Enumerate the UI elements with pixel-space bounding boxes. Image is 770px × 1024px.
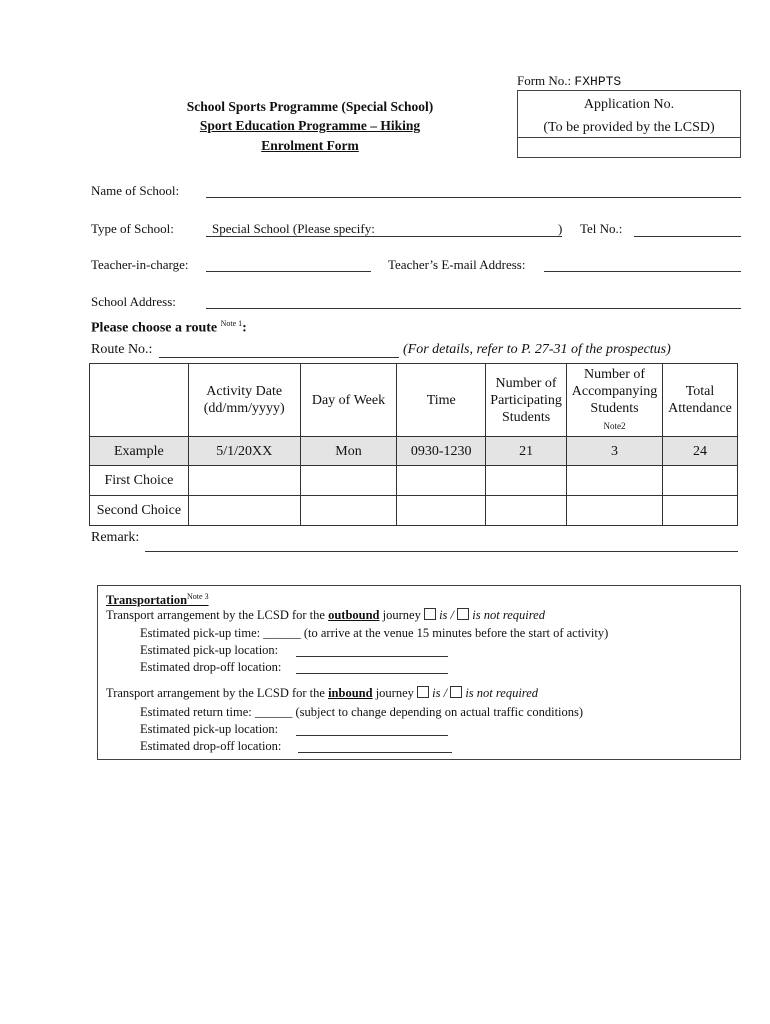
example-day: Mon <box>300 437 397 466</box>
transportation-title-text: Transportation <box>106 593 188 608</box>
example-total: 24 <box>663 437 738 466</box>
outbound-pickup-field[interactable] <box>296 656 448 657</box>
choose-route-label: Please choose a route <box>91 320 218 336</box>
first-choice-label: First Choice <box>90 466 189 496</box>
header-participating-students: Number of Participating Students <box>486 364 567 437</box>
inbound-post: journey <box>372 686 417 700</box>
transportation-box <box>97 585 741 760</box>
first-choice-participants-cell[interactable] <box>486 466 567 496</box>
example-accompanying: 3 <box>567 437 663 466</box>
inbound-is-checkbox[interactable] <box>417 686 429 698</box>
outbound-post: journey <box>379 608 424 622</box>
route-table <box>89 363 738 526</box>
route-no-field[interactable] <box>159 357 399 358</box>
school-type-value: Special School (Please specify: <box>212 221 375 236</box>
choose-route-note: Note 1 <box>220 319 243 328</box>
header-time: Time <box>397 364 486 437</box>
application-number-box <box>517 90 741 158</box>
inbound-is-label: is / <box>432 686 448 700</box>
teacher-label: Teacher-in-charge: <box>91 257 189 272</box>
table-row-example <box>90 437 738 466</box>
teacher-email-field[interactable] <box>544 271 741 272</box>
school-name-label: Name of School: <box>91 183 180 198</box>
outbound-is-not-checkbox[interactable] <box>457 608 469 620</box>
teacher-field[interactable] <box>206 271 371 272</box>
school-address-label: School Address: <box>91 294 176 309</box>
form-title-line1: School Sports Programme (Special School) <box>186 99 434 114</box>
second-choice-accompanying-cell[interactable] <box>567 496 663 526</box>
header-day-of-week: Day of Week <box>300 364 397 437</box>
teacher-email-label: Teacher’s E-mail Address: <box>388 257 526 272</box>
form-title-line2: Sport Education Programme – Hiking <box>199 118 421 133</box>
inbound-word: inbound <box>328 686 373 700</box>
school-type-field[interactable] <box>206 236 562 237</box>
first-choice-total-cell[interactable] <box>663 466 738 496</box>
outbound-is-label: is / <box>439 608 455 622</box>
outbound-is-not-label: is not required <box>472 608 545 622</box>
school-address-field[interactable] <box>206 308 741 309</box>
outbound-time: Estimated pick-up time: ______ (to arrive at the venue 15 minutes before the start of activity) <box>140 626 609 640</box>
tel-label: Tel No.: <box>580 221 623 236</box>
school-type-label: Type of School: <box>91 221 174 236</box>
inbound-pickup-field[interactable] <box>296 735 448 736</box>
tel-field[interactable] <box>634 236 741 237</box>
example-date: 5/1/20XX <box>188 437 300 466</box>
second-choice-day-cell[interactable] <box>300 496 397 526</box>
school-type-close: ) <box>558 221 563 236</box>
second-choice-date-cell[interactable] <box>188 496 300 526</box>
outbound-pickup-label: Estimated pick-up location: <box>140 643 279 657</box>
inbound-pickup-label: Estimated pick-up location: <box>140 722 279 736</box>
inbound-dropoff-field[interactable] <box>298 752 452 753</box>
second-choice-participants-cell[interactable] <box>486 496 567 526</box>
inbound-pre: Transport arrangement by the LCSD for the <box>106 686 329 700</box>
school-name-field[interactable] <box>206 197 741 198</box>
application-number-label: Application No. <box>583 97 675 112</box>
form-number-label: Form No.: <box>517 73 575 88</box>
example-time: 0930-1230 <box>397 437 486 466</box>
route-details-note: (For details, refer to P. 27-31 of the prospectus) <box>403 342 671 357</box>
table-header-row <box>90 364 738 437</box>
outbound-dropoff-field[interactable] <box>296 673 448 674</box>
application-number-divider <box>518 137 740 138</box>
first-choice-accompanying-cell[interactable] <box>567 466 663 496</box>
remark-label: Remark: <box>91 530 140 545</box>
first-choice-day-cell[interactable] <box>300 466 397 496</box>
route-no-label: Route No.: <box>91 342 153 357</box>
outbound-pre: Transport arrangement by the LCSD for the <box>106 608 329 622</box>
first-choice-date-cell[interactable] <box>188 466 300 496</box>
inbound-is-not-label: is not required <box>465 686 538 700</box>
form-number <box>517 73 621 89</box>
table-row-second-choice <box>90 496 738 526</box>
header-activity-date: Activity Date (dd/mm/yyyy) <box>188 364 300 437</box>
inbound-dropoff-label: Estimated drop-off location: <box>140 739 282 753</box>
header-empty-cell <box>90 364 189 437</box>
form-number-value: FXHPTS <box>574 74 622 89</box>
application-number-note: (To be provided by the LCSD) <box>543 120 715 135</box>
second-choice-total-cell[interactable] <box>663 496 738 526</box>
header-total-attendance: Total Attendance <box>663 364 738 437</box>
transportation-note: Note 3 <box>187 592 209 601</box>
first-choice-time-cell[interactable] <box>397 466 486 496</box>
outbound-line <box>106 608 545 623</box>
choose-route-heading <box>91 319 247 337</box>
choose-route-colon: : <box>242 320 247 336</box>
example-label: Example <box>90 437 189 466</box>
example-participants: 21 <box>486 437 567 466</box>
application-number-field[interactable] <box>520 139 738 155</box>
inbound-line <box>106 686 538 701</box>
inbound-return-time: Estimated return time: ______ (subject to change depending on actual traffic conditions) <box>140 705 584 719</box>
transportation-title <box>106 592 209 608</box>
form-title-line3: Enrolment Form <box>261 138 359 153</box>
outbound-is-checkbox[interactable] <box>424 608 436 620</box>
second-choice-label: Second Choice <box>90 496 189 526</box>
table-row-first-choice <box>90 466 738 496</box>
second-choice-time-cell[interactable] <box>397 496 486 526</box>
outbound-dropoff-label: Estimated drop-off location: <box>140 660 282 674</box>
inbound-is-not-checkbox[interactable] <box>450 686 462 698</box>
outbound-word: outbound <box>328 608 380 622</box>
header-accompanying-students: Number of Accompanying Students Note2 <box>567 364 663 437</box>
remark-field[interactable] <box>145 551 738 552</box>
